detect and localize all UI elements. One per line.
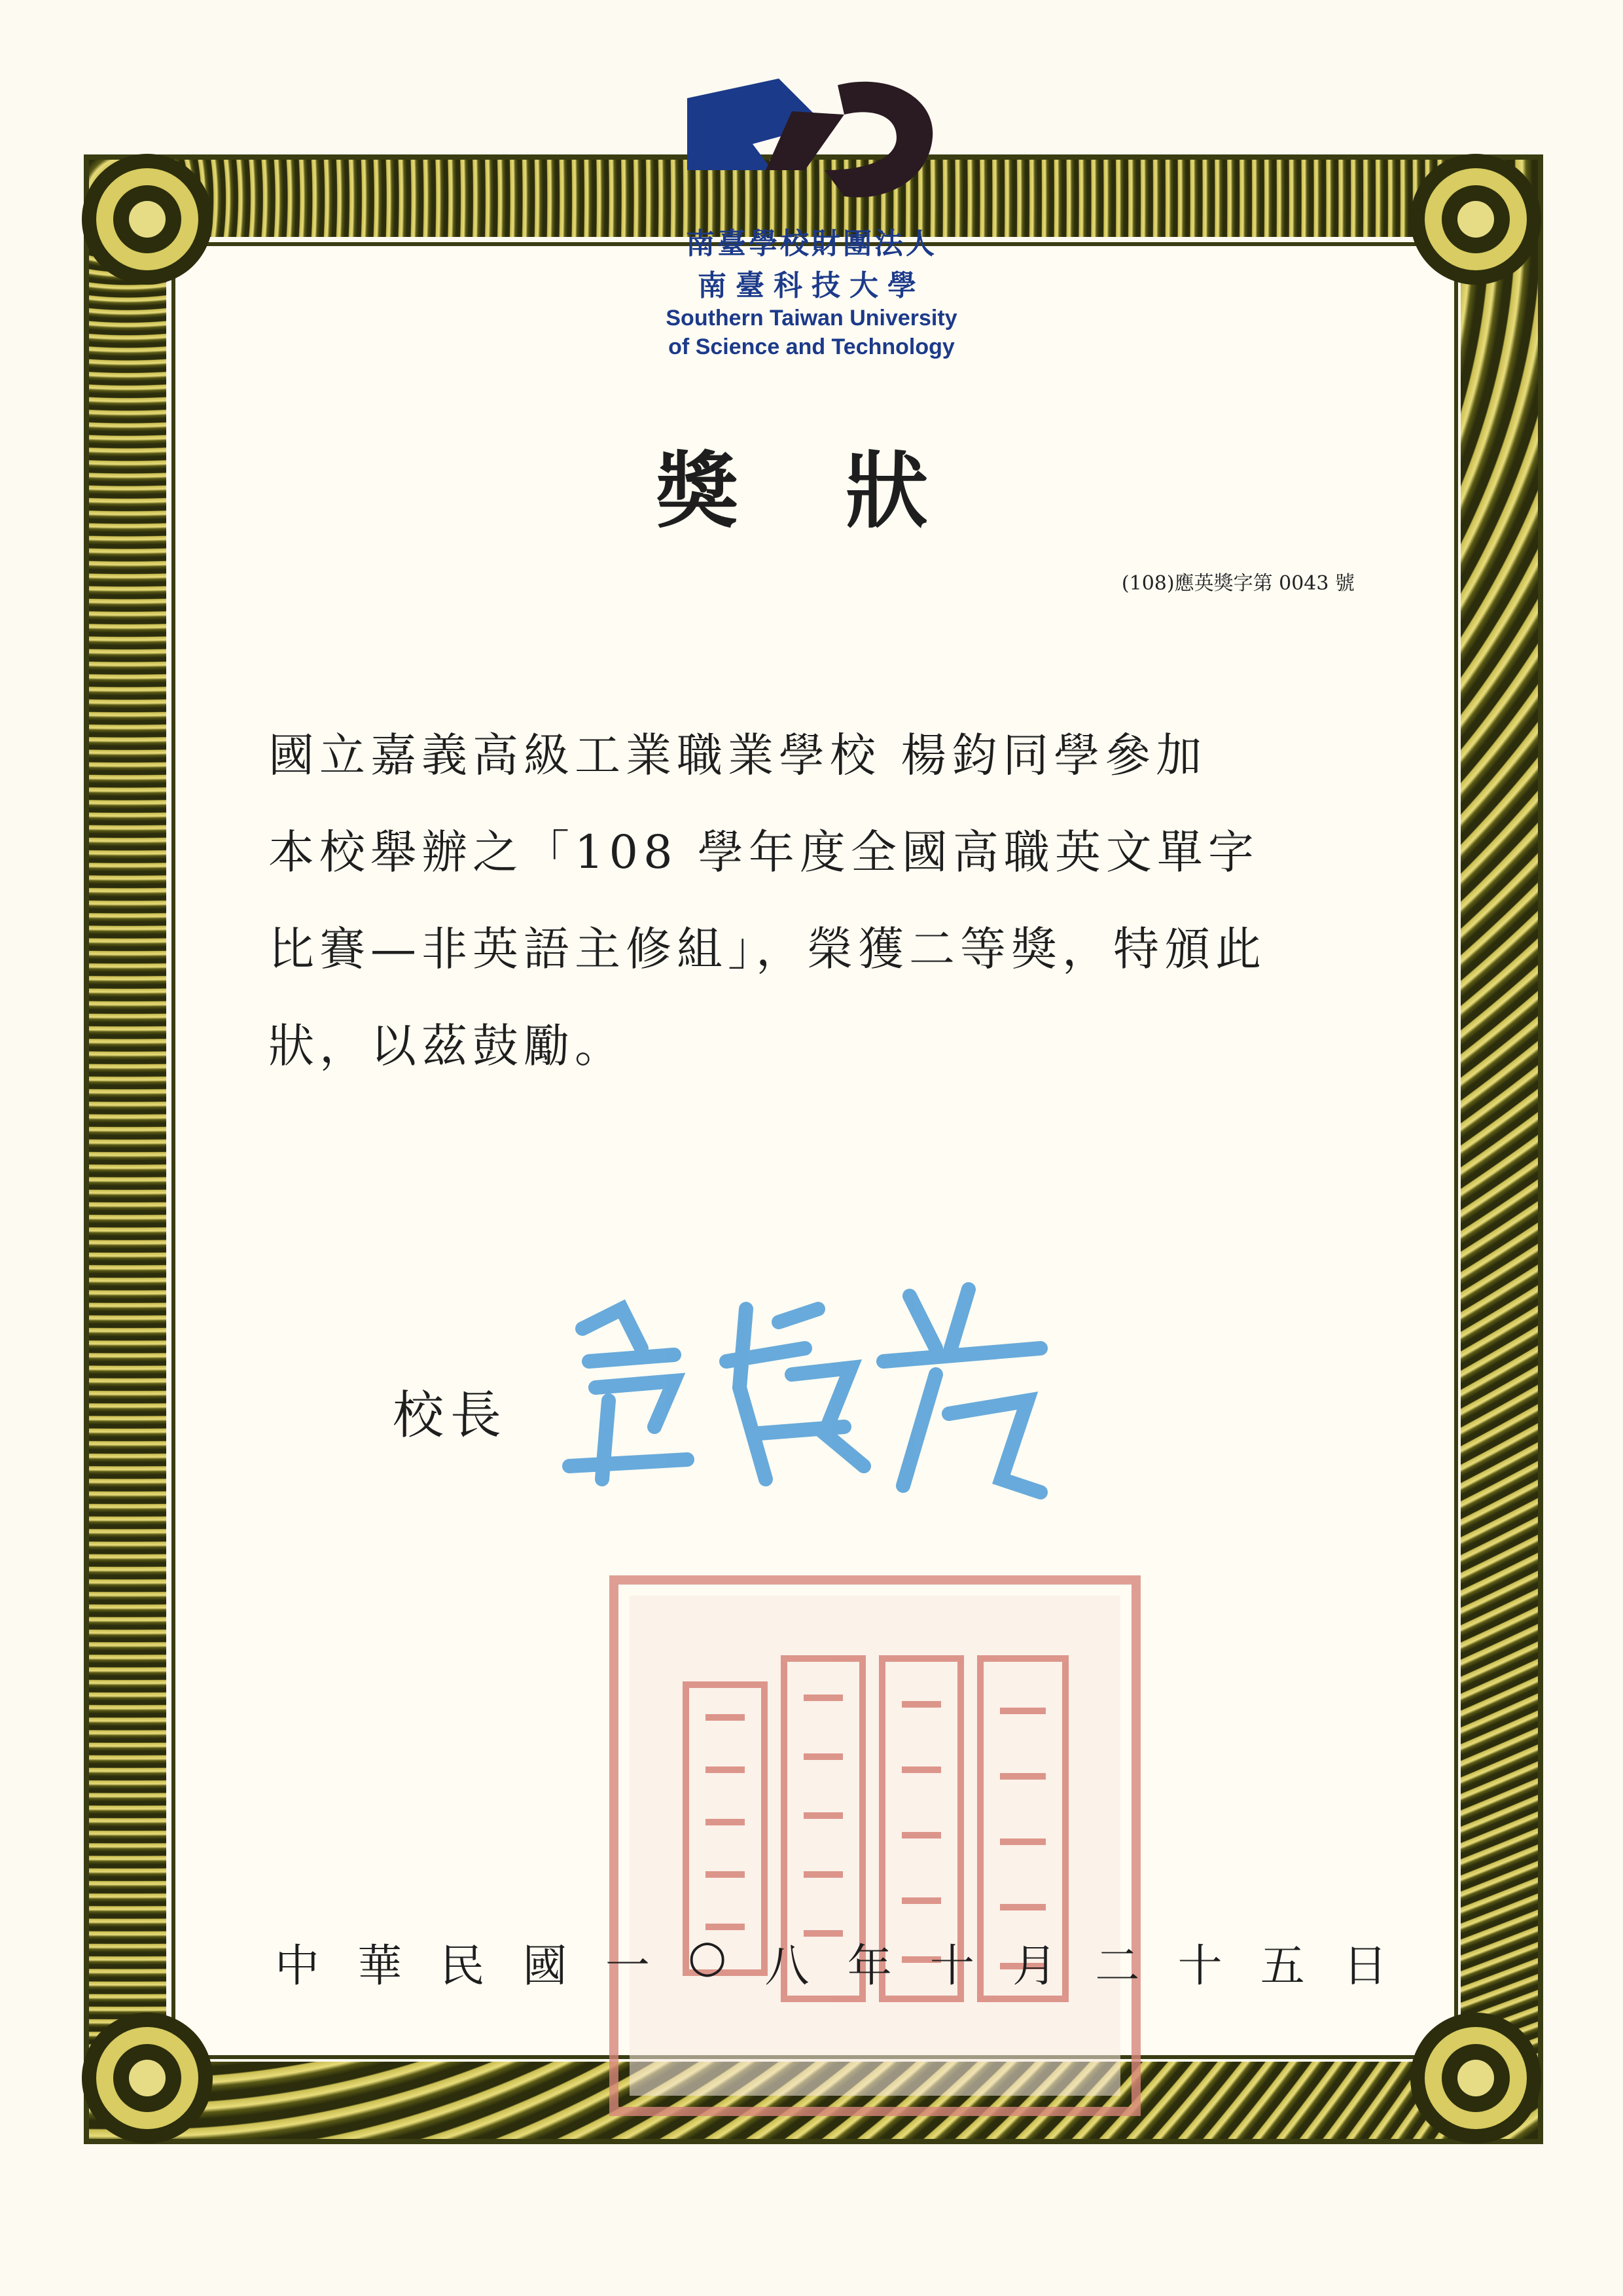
president-label: 校長 [393,1386,508,1445]
date-char: 國 [522,1941,567,1992]
body-line: 本校舉辦之「108 學年度全國高職英文單字 [268,825,1259,879]
certificate-title: 獎 狀 [656,442,967,539]
logo-name-zh-line2: 南臺科技大學 [698,269,925,302]
certificate-body [268,707,1361,1094]
date-char: ○ [688,1931,727,1982]
date-char: 年 [847,1941,892,1992]
date-char: 五 [1260,1941,1305,1992]
university-logo [654,72,969,361]
corner-ornament-top-left [72,144,223,295]
logo-name-en-line1: Southern Taiwan University [666,306,957,331]
official-seal [607,1573,1143,2118]
date-char: 十 [1177,1941,1222,1992]
stust-logo-mark-icon [674,72,949,216]
body-line: 國立嘉義高級工業職業學校 楊鈞同學參加 [268,728,1207,782]
date-char: 一 [605,1941,650,1992]
corner-ornament-bottom-right [1400,2003,1551,2153]
president-signature [543,1270,1067,1505]
body-line: 比賽—非英語主修組」，榮獲二等獎，特頒此 [268,922,1266,976]
date-char: 華 [357,1941,402,1992]
corner-ornament-top-right [1400,144,1551,295]
corner-ornament-bottom-left [72,2003,223,2153]
reference-number: (108)應英獎字第 0043 號 [1121,572,1355,595]
date-char: 十 [929,1941,974,1992]
body-line: 狀，以茲鼓勵。 [268,1019,626,1073]
date-char: 二 [1095,1941,1140,1992]
issue-date [275,1931,1387,1994]
logo-name-en-line2: of Science and Technology [668,334,955,359]
date-char: 中 [275,1941,320,1992]
date-char: 月 [1012,1941,1058,1992]
date-char: 八 [764,1941,810,1992]
logo-name-zh-line1: 南臺學校財團法人 [686,227,937,260]
date-char: 民 [440,1941,485,1992]
date-char: 日 [1342,1941,1387,1992]
